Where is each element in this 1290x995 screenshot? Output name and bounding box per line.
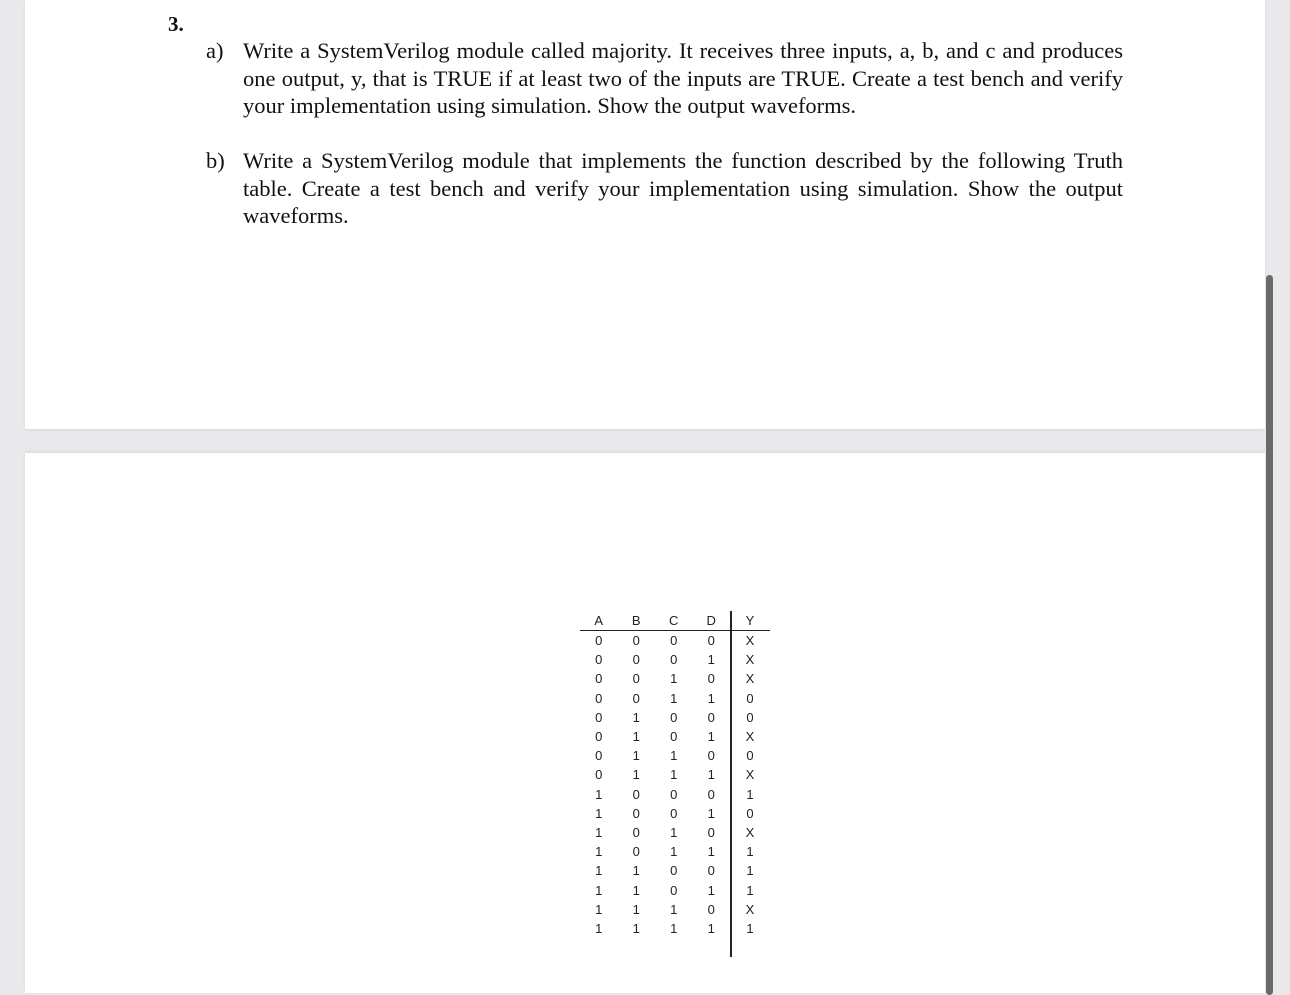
- input-cell: 1: [707, 920, 715, 936]
- input-cell: 0: [632, 844, 640, 860]
- scrollbar[interactable]: [1266, 275, 1273, 995]
- output-cell: X: [745, 671, 755, 687]
- table-row: [580, 746, 770, 765]
- part-a-text: Write a SystemVerilog module called majority. It receives three inputs, a, b, and c and produces one output, y, that is TRUE if at least two of the inputs are TRUE. Create a test bench and verify your implementation using simulation. Show the output waveforms.: [243, 38, 1123, 118]
- output-cell: 0: [746, 690, 754, 706]
- input-cell: 1: [632, 709, 640, 725]
- part-b-letter: b): [206, 148, 225, 173]
- input-cell: 0: [670, 786, 678, 802]
- input-cell: 1: [670, 920, 678, 936]
- input-cell: 1: [670, 901, 678, 917]
- table-row: [580, 708, 770, 727]
- truth-table-divider: [730, 611, 732, 957]
- table-row: [580, 631, 770, 650]
- input-cell: 1: [595, 901, 603, 917]
- input-cell: 1: [632, 729, 640, 745]
- input-cell: 0: [707, 748, 715, 764]
- input-cell: 0: [707, 671, 715, 687]
- header-b: B: [631, 613, 641, 628]
- input-cell: 0: [670, 633, 678, 649]
- input-cell: 1: [595, 920, 603, 936]
- output-cell: 1: [746, 882, 754, 898]
- input-cell: 1: [632, 863, 640, 879]
- input-cell: 0: [632, 786, 640, 802]
- table-row: [580, 727, 770, 746]
- input-cell: 0: [632, 671, 640, 687]
- table-row: [580, 689, 770, 708]
- input-cell: 0: [595, 748, 603, 764]
- input-cell: 0: [632, 652, 640, 668]
- input-cell: 0: [670, 652, 678, 668]
- input-cell: 0: [707, 863, 715, 879]
- input-cell: 1: [707, 882, 715, 898]
- input-cell: 1: [670, 824, 678, 840]
- table-row: [580, 804, 770, 823]
- input-cell: 1: [707, 652, 715, 668]
- output-cell: X: [745, 824, 755, 840]
- part-a-letter: a): [206, 38, 224, 63]
- input-cell: 0: [707, 786, 715, 802]
- table-row: [580, 880, 770, 899]
- input-cell: 1: [595, 844, 603, 860]
- input-cell: 0: [595, 709, 603, 725]
- table-row: [580, 823, 770, 842]
- part-b-text: Write a SystemVerilog module that implements the function described by the following Truth table. Create a test bench and verify your implementation using simulation. Show the output waveforms.: [243, 148, 1123, 228]
- input-cell: 1: [670, 671, 678, 687]
- input-cell: 1: [707, 767, 715, 783]
- input-cell: 0: [707, 901, 715, 917]
- output-cell: X: [745, 729, 755, 745]
- output-cell: X: [745, 633, 755, 649]
- input-cell: 1: [707, 844, 715, 860]
- input-cell: 1: [595, 786, 603, 802]
- header-c: C: [669, 613, 679, 628]
- table-row: [580, 669, 770, 688]
- table-row: [580, 861, 770, 880]
- input-cell: 0: [670, 882, 678, 898]
- output-cell: 1: [746, 863, 754, 879]
- input-cell: 0: [670, 709, 678, 725]
- input-cell: 1: [670, 690, 678, 706]
- input-cell: 0: [632, 690, 640, 706]
- input-cell: 1: [670, 748, 678, 764]
- table-row: [580, 765, 770, 784]
- input-cell: 0: [632, 824, 640, 840]
- input-cell: 0: [595, 652, 603, 668]
- input-cell: 0: [595, 690, 603, 706]
- input-cell: 1: [707, 690, 715, 706]
- output-cell: X: [745, 767, 755, 783]
- input-cell: 1: [632, 920, 640, 936]
- output-cell: 0: [746, 709, 754, 725]
- input-cell: 0: [707, 824, 715, 840]
- input-cell: 1: [595, 882, 603, 898]
- input-cell: 0: [595, 671, 603, 687]
- problem-number: 3.: [168, 12, 184, 36]
- document-page-2: [25, 453, 1265, 993]
- input-cell: 0: [707, 709, 715, 725]
- input-cell: 1: [670, 844, 678, 860]
- table-row: [580, 650, 770, 669]
- output-cell: 0: [746, 805, 754, 821]
- input-cell: 0: [632, 633, 640, 649]
- output-cell: 1: [746, 920, 754, 936]
- input-cell: 1: [632, 748, 640, 764]
- table-row: [580, 900, 770, 919]
- input-cell: 0: [670, 805, 678, 821]
- input-cell: 0: [595, 633, 603, 649]
- input-cell: 1: [595, 805, 603, 821]
- input-cell: 1: [595, 824, 603, 840]
- output-cell: 1: [746, 786, 754, 802]
- input-cell: 1: [632, 767, 640, 783]
- truth-table: [580, 611, 770, 938]
- header-a: A: [594, 613, 604, 628]
- header-d: D: [706, 613, 716, 628]
- input-cell: 1: [670, 767, 678, 783]
- truth-table-header: [580, 611, 770, 631]
- input-cell: 0: [670, 729, 678, 745]
- truth-table-body: [580, 631, 770, 938]
- input-cell: 1: [632, 882, 640, 898]
- input-cell: 0: [632, 805, 640, 821]
- table-row: [580, 919, 770, 938]
- input-cell: 1: [707, 729, 715, 745]
- header-y: Y: [745, 613, 755, 628]
- document-page-1: [25, 0, 1265, 429]
- input-cell: 0: [670, 863, 678, 879]
- output-cell: X: [745, 901, 755, 917]
- input-cell: 1: [707, 805, 715, 821]
- input-cell: 1: [595, 863, 603, 879]
- input-cell: 0: [595, 729, 603, 745]
- input-cell: 0: [707, 633, 715, 649]
- table-row: [580, 785, 770, 804]
- output-cell: X: [745, 652, 755, 668]
- input-cell: 0: [595, 767, 603, 783]
- input-cell: 1: [632, 901, 640, 917]
- output-cell: 1: [746, 844, 754, 860]
- table-row: [580, 842, 770, 861]
- output-cell: 0: [746, 748, 754, 764]
